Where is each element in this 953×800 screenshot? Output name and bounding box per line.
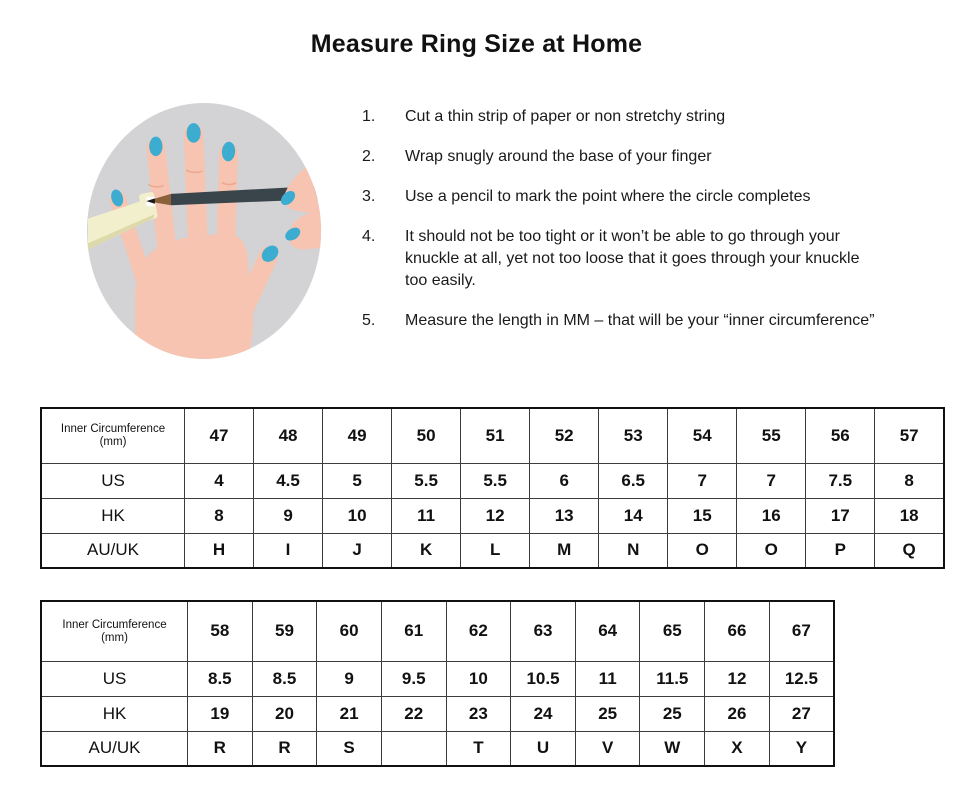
value-cell: 16 [737, 498, 806, 533]
value-cell: O [668, 533, 737, 568]
column-header-cell: 51 [461, 408, 530, 463]
size-table [40, 407, 945, 569]
value-cell [381, 731, 446, 766]
value-cell: 10 [446, 661, 511, 696]
column-header-cell: 53 [599, 408, 668, 463]
value-cell: 12 [705, 661, 770, 696]
value-cell: 8.5 [188, 661, 253, 696]
row-label-cell: US [41, 463, 185, 498]
value-cell: 12.5 [769, 661, 834, 696]
page-title: Measure Ring Size at Home [310, 30, 643, 58]
value-cell: 7.5 [806, 463, 875, 498]
value-cell: H [185, 533, 254, 568]
value-cell: T [446, 731, 511, 766]
value-cell: Q [875, 533, 944, 568]
value-cell: 26 [705, 696, 770, 731]
table-row [41, 731, 834, 766]
value-cell: 15 [668, 498, 737, 533]
row-label-cell: AU/UK [41, 533, 185, 568]
column-header-cell: 64 [575, 601, 640, 661]
column-header-cell: 56 [806, 408, 875, 463]
value-cell: Y [769, 731, 834, 766]
column-header-cell: 50 [392, 408, 461, 463]
instruction-item [362, 310, 902, 332]
column-header-cell: 59 [252, 601, 317, 661]
header-label-cell [41, 601, 188, 661]
value-cell: 27 [769, 696, 834, 731]
value-cell: 24 [511, 696, 576, 731]
value-cell: 11.5 [640, 661, 705, 696]
value-cell: 18 [875, 498, 944, 533]
value-cell: S [317, 731, 382, 766]
row-label-cell: HK [41, 696, 188, 731]
instruction-item [362, 186, 902, 208]
column-header-cell: 66 [705, 601, 770, 661]
value-cell: 17 [806, 498, 875, 533]
header-label-sub: (mm) [99, 436, 127, 449]
instruction-text: Measure the length in MM – that will be your “inner circumference” [405, 312, 875, 329]
value-cell: 8 [875, 463, 944, 498]
row-label-cell: HK [41, 498, 185, 533]
header-label-cell [41, 408, 185, 463]
value-cell: 9.5 [381, 661, 446, 696]
value-cell: X [705, 731, 770, 766]
table-row [41, 696, 834, 731]
value-cell: 21 [317, 696, 382, 731]
value-cell: L [461, 533, 530, 568]
instruction-text: Wrap snugly around the base of your finger [405, 148, 712, 165]
value-cell: 4.5 [254, 463, 323, 498]
value-cell: K [392, 533, 461, 568]
column-header-cell: 55 [737, 408, 806, 463]
size-table [40, 600, 835, 767]
instructions-list [362, 106, 902, 350]
value-cell: 6.5 [599, 463, 668, 498]
column-header-cell: 58 [188, 601, 253, 661]
column-header-cell: 47 [185, 408, 254, 463]
column-header-cell: 52 [530, 408, 599, 463]
value-cell: 5.5 [461, 463, 530, 498]
value-cell: J [323, 533, 392, 568]
instruction-text: Use a pencil to mark the point where the circle completes [405, 188, 811, 205]
table-row [41, 463, 944, 498]
value-cell: 11 [575, 661, 640, 696]
value-cell: V [575, 731, 640, 766]
value-cell: 13 [530, 498, 599, 533]
column-header-cell: 62 [446, 601, 511, 661]
value-cell: 8.5 [252, 661, 317, 696]
table-row [41, 498, 944, 533]
header-label-line: Inner Circumference [60, 423, 166, 436]
value-cell: I [254, 533, 323, 568]
value-cell: O [737, 533, 806, 568]
value-cell: 14 [599, 498, 668, 533]
row-label-cell: AU/UK [41, 731, 188, 766]
row-label-cell: US [41, 661, 188, 696]
table-row [41, 533, 944, 568]
value-cell: W [640, 731, 705, 766]
instruction-item [362, 226, 902, 292]
value-cell: 10.5 [511, 661, 576, 696]
value-cell: 9 [254, 498, 323, 533]
instruction-number: 2. [362, 148, 376, 165]
value-cell: 25 [640, 696, 705, 731]
instruction-text: Cut a thin strip of paper or non stretchy string [405, 108, 726, 125]
column-header-cell: 54 [668, 408, 737, 463]
column-header-cell: 63 [511, 601, 576, 661]
value-cell: U [511, 731, 576, 766]
column-header-cell: 60 [317, 601, 382, 661]
value-cell: N [599, 533, 668, 568]
table-header-row [41, 601, 834, 661]
column-header-cell: 65 [640, 601, 705, 661]
size-table-wrap-2 [40, 600, 835, 767]
value-cell: 5 [323, 463, 392, 498]
value-cell: 6 [530, 463, 599, 498]
header-label-line: Inner Circumference [62, 618, 167, 631]
instruction-number: 4. [362, 228, 376, 245]
column-header-cell: 67 [769, 601, 834, 661]
value-cell: 19 [188, 696, 253, 731]
value-cell: 23 [446, 696, 511, 731]
value-cell: 12 [461, 498, 530, 533]
instruction-number: 3. [362, 188, 376, 205]
table-header-row [41, 408, 944, 463]
value-cell: 20 [252, 696, 317, 731]
value-cell: 7 [737, 463, 806, 498]
value-cell: R [252, 731, 317, 766]
instruction-text: It should not be too tight or it won’t be able to go through your knuckle at all, yet not too loose that it goes through your knuckle too easily. [405, 228, 860, 289]
instruction-number: 1. [362, 108, 376, 125]
column-header-cell: 61 [381, 601, 446, 661]
value-cell: 11 [392, 498, 461, 533]
column-header-cell: 57 [875, 408, 944, 463]
column-header-cell: 48 [254, 408, 323, 463]
value-cell: M [530, 533, 599, 568]
value-cell: 22 [381, 696, 446, 731]
value-cell: 7 [668, 463, 737, 498]
value-cell: 9 [317, 661, 382, 696]
value-cell: R [188, 731, 253, 766]
value-cell: 25 [575, 696, 640, 731]
value-cell: 10 [323, 498, 392, 533]
value-cell: 5.5 [392, 463, 461, 498]
value-cell: 8 [185, 498, 254, 533]
header-label-sub: (mm) [101, 631, 128, 644]
size-table-wrap-1 [40, 407, 945, 569]
instruction-number: 5. [362, 312, 376, 329]
instruction-item [362, 146, 902, 168]
column-header-cell: 49 [323, 408, 392, 463]
value-cell: 4 [185, 463, 254, 498]
value-cell: P [806, 533, 875, 568]
hand-illustration [86, 102, 322, 360]
instruction-item [362, 106, 902, 128]
table-row [41, 661, 834, 696]
